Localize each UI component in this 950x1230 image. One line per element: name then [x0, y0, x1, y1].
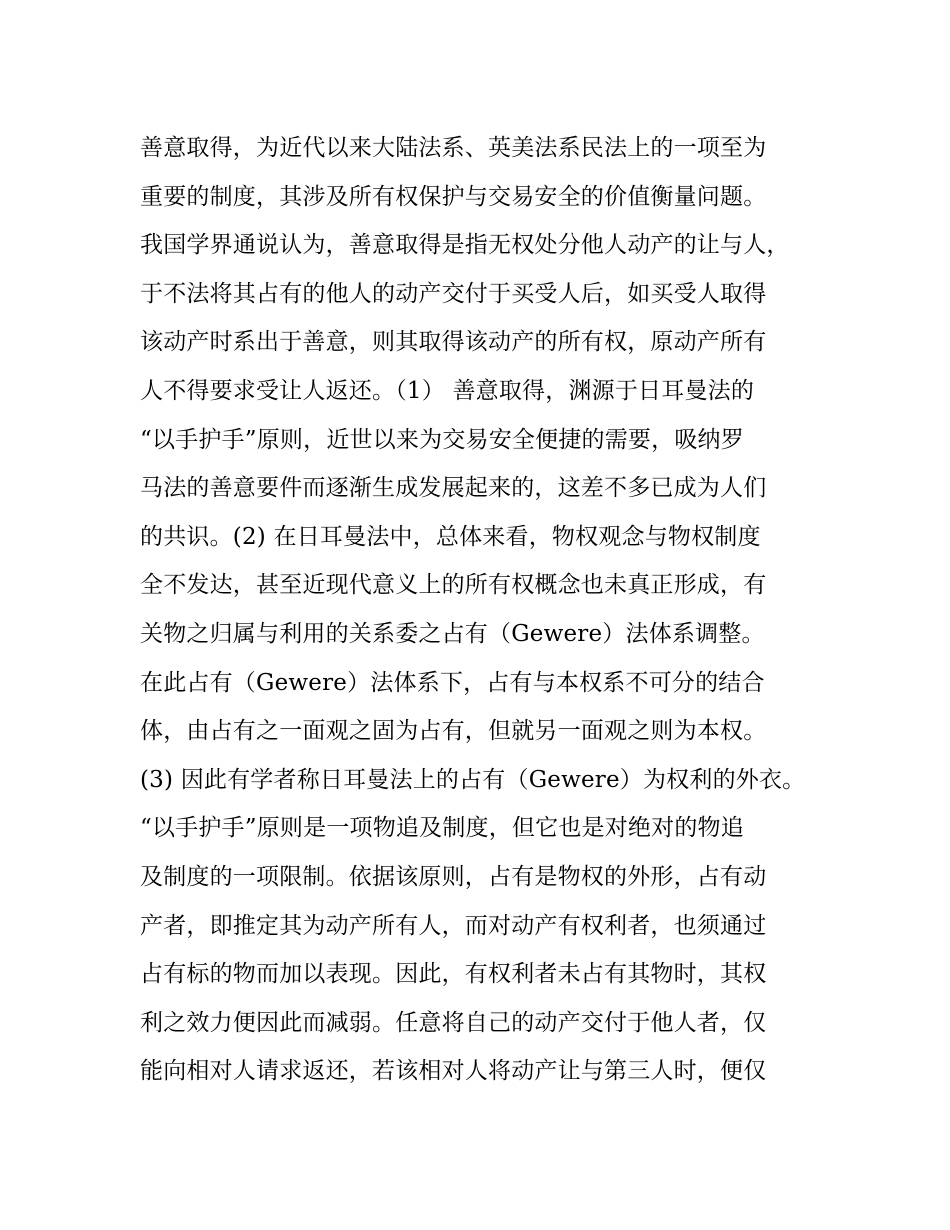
text-line-8: 马法的善意要件而逐渐生成发展起来的，这差不多已成为人们	[140, 475, 767, 502]
body-text	[140, 124, 840, 1096]
text-line-2: 重要的制度，其涉及所有权保护与交易安全的价值衡量问题。	[140, 183, 767, 210]
text-line-11: 关物之归属与利用的关系委之占有（Gewere）法体系调整。	[140, 620, 765, 647]
text-line-5: 该动产时系出于善意，则其取得该动产的所有权，原动产所有	[140, 329, 767, 356]
text-line-4: 于不法将其占有的他人的动产交付于买受人后，如买受人取得	[140, 280, 767, 307]
text-line-10: 全不发达，甚至近现代意义上的所有权概念也未真正形成，有	[140, 572, 767, 599]
text-line-15: “以手护手”原则是一项物追及制度，但它也是对绝对的物追	[140, 815, 744, 842]
text-line-16: 及制度的一项限制。依据该原则，占有是物权的外形，占有动	[140, 863, 767, 890]
text-line-20: 能向相对人请求返还，若该相对人将动产让与第三人时，便仅	[140, 1058, 767, 1085]
text-line-14: (3) 因此有学者称日耳曼法上的占有（Gewere）为权利的外衣。	[140, 766, 806, 793]
text-line-12: 在此占有（Gewere）法体系下，占有与本权系不可分的结合	[140, 669, 765, 696]
text-line-9: 的共识。(2) 在日耳曼法中，总体来看，物权观念与物权制度	[140, 523, 761, 550]
text-line-17: 产者，即推定其为动产所有人，而对动产有权利者，也须通过	[140, 912, 767, 939]
text-line-6: 人不得要求受让人返还。（1） 善意取得，渊源于日耳曼法的	[140, 377, 755, 404]
text-line-19: 利之效力便因此而减弱。任意将自己的动产交付于他人者，仅	[140, 1009, 767, 1036]
text-line-18: 占有标的物而加以表现。因此，有权利者未占有其物时，其权	[140, 961, 767, 988]
text-line-13: 体，由占有之一面观之固为占有，但就另一面观之则为本权。	[140, 718, 767, 745]
text-line-7: “以手护手”原则，近世以来为交易安全便捷的需要，吸纳罗	[140, 426, 744, 453]
text-line-3: 我国学界通说认为，善意取得是指无权处分他人动产的让与人，	[140, 232, 790, 259]
text-line-1: 善意取得，为近代以来大陆法系、英美法系民法上的一项至为	[140, 135, 767, 161]
